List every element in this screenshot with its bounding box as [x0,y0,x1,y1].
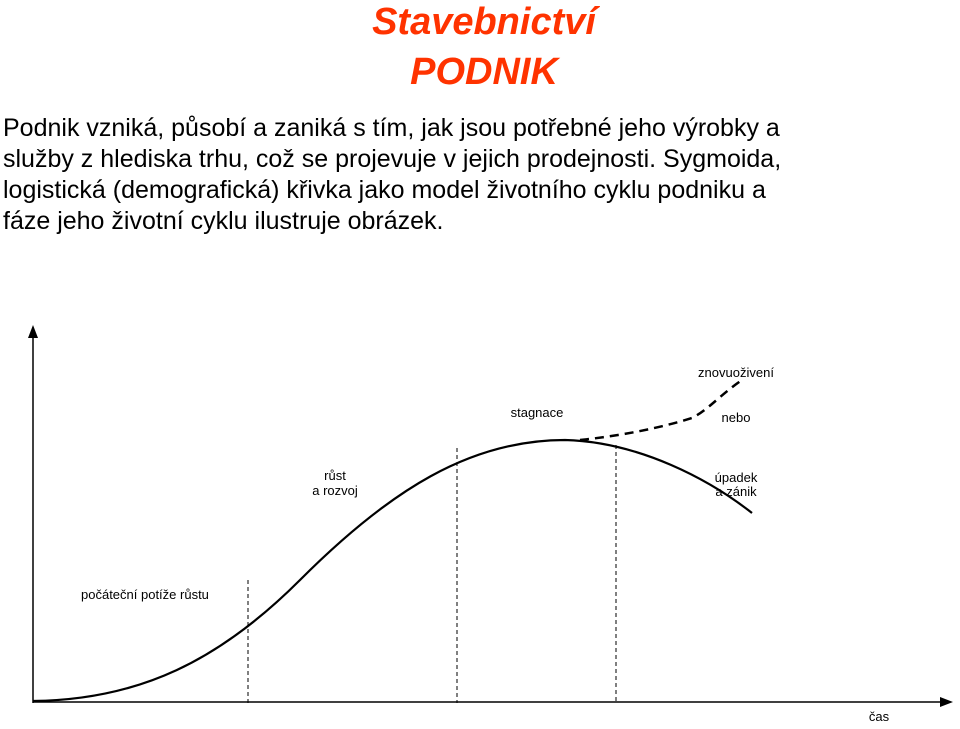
label-initial-difficulties: počáteční potíže růstu [81,587,209,602]
life-cycle-curve [33,440,752,701]
intro-line: služby z hlediska trhu, což se projevuje v jejich prodejnosti. Sygmoida, [3,145,782,173]
y-axis-arrow [28,325,38,338]
label-or: nebo [721,410,751,425]
label-decline-2: a zánik [715,484,757,499]
page-title: Stavebnictví [372,1,596,43]
x-axis-arrow [940,697,953,707]
page-subtitle: PODNIK [410,51,558,93]
intro-line: Podnik vzniká, působí a zaniká s tím, jak jsou potřebné jeho výrobky a [3,114,780,142]
intro-line: logistická (demografická) křivka jako model životního cyklu podniku a [3,176,766,204]
label-growth-2: a rozvoj [312,483,358,498]
revival-curve [580,380,742,440]
label-decline: úpadek [714,470,758,485]
label-stagnation: stagnace [510,405,564,420]
label-revival: znovuoživení [698,365,774,380]
intro-line: fáze jeho životní cyklu ilustruje obrázek. [3,207,444,235]
label-time-axis: čas [868,709,890,724]
label-growth: růst [324,468,346,483]
